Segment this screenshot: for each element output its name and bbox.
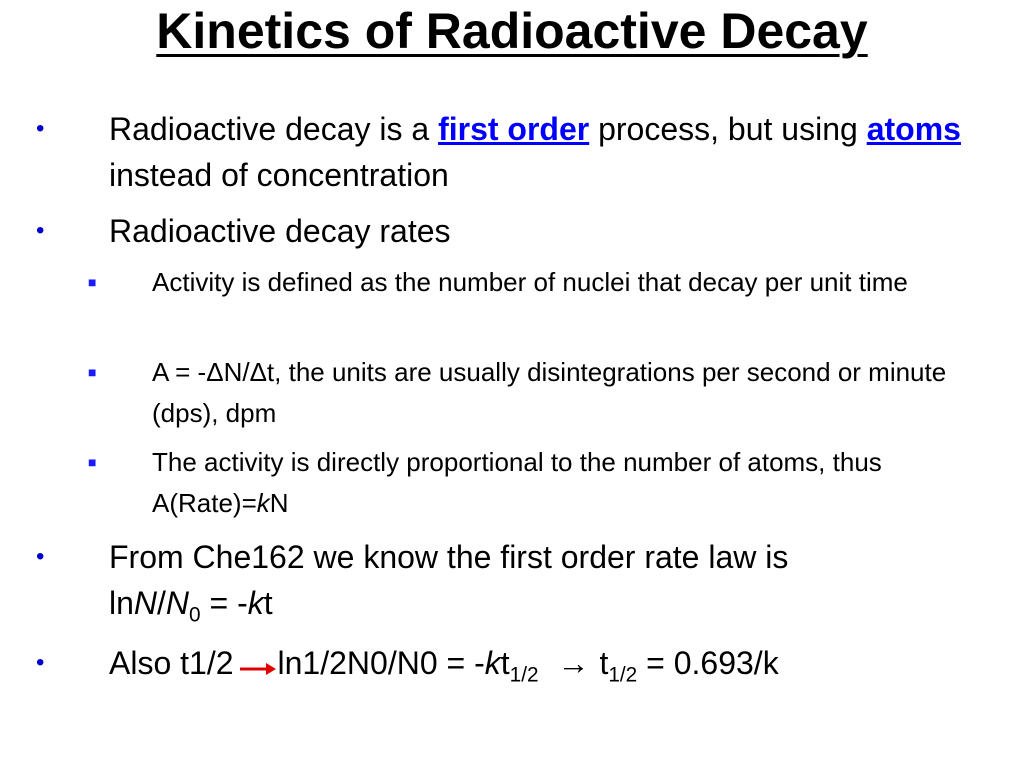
slide-title: Kinetics of Radioactive Decay [156, 3, 868, 59]
rate-constant-k: k [484, 645, 501, 681]
text-segment: From Che162 we know the first order rate law is [109, 539, 789, 575]
square-bullet-icon: ■ [88, 274, 97, 290]
bullet-dot-icon: • [36, 649, 45, 676]
text-segment: Radioactive decay is a [109, 111, 439, 147]
bullet-dot-icon: • [36, 217, 45, 244]
bullet-text [109, 106, 989, 198]
text-segment: Also t1/2 [109, 645, 234, 681]
link-first-order[interactable]: first order [438, 111, 590, 147]
link-atoms[interactable]: atoms [866, 111, 961, 147]
bullet-dot-icon: • [36, 115, 45, 142]
square-bullet-icon: ■ [88, 454, 97, 470]
red-arrow-icon [240, 643, 276, 689]
right-arrow-icon: → [557, 645, 590, 681]
bullet-text [109, 534, 989, 638]
text-segment: The activity is directly proportional to the number of atoms, thus A(Rate)= [152, 447, 882, 518]
rate-law-equation: lnN/$N_0 = -kt$ [109, 585, 273, 627]
bullet-text: Also t1/2 $\ln 1/2N0/N0 = -kt_{1/2} \to t_{1/2} = 0.693/k$ [109, 640, 989, 698]
text-segment: N [269, 488, 289, 518]
bullet-text: Radioactive decay rates [109, 213, 451, 249]
text-segment: ln1/2N0/N0 = - [277, 645, 485, 681]
subbullet-text: A = -ΔN/Δt, the units are usually disintegrations per second or minute (dps), dpm [152, 357, 947, 428]
subbullet-text [152, 442, 972, 524]
square-bullet-icon: ■ [88, 364, 97, 380]
rate-constant-k: k [256, 488, 270, 518]
text-segment: = 0.693/k [637, 645, 779, 681]
bullet-dot-icon: • [36, 543, 45, 570]
subbullet-text: Activity is defined as the number of nuclei that decay per unit time [152, 267, 908, 297]
text-segment: instead of concentration [109, 157, 449, 193]
text-segment: process, but using [589, 111, 867, 147]
